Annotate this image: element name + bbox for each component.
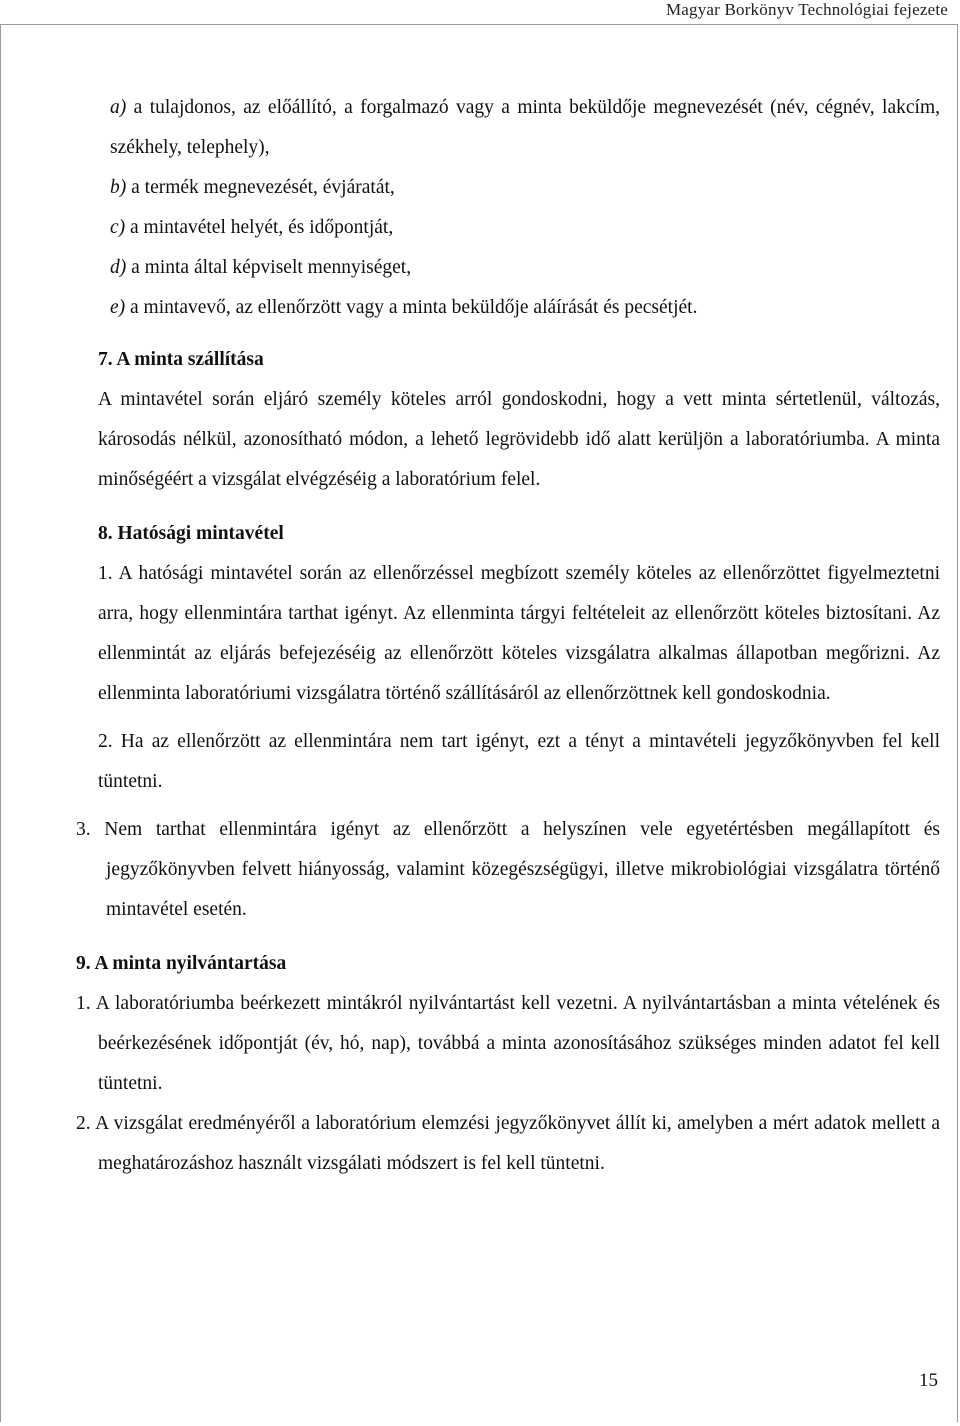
para-text: A hatósági mintavétel során az ellenőrzéssel megbízott személy köteles az ellenőrzöttet figyelmeztetni arra, hogy ellenmintára tarthat igényt. Az ellenminta tárgyi feltételeit az ellenőrzött köteles biztosítani. Az ellenmintát az eljárás befejezéséig az ellenőrzött köteles vizsgálatra alkalmas állapotban megőrizni. Az ellenminta laboratóriumi vizsgálatra történő szállításáról az ellenőrzöttnek kell gondoskodnia. [98, 563, 940, 704]
para-number: 1. [76, 993, 91, 1014]
para-text: A vizsgálat eredményéről a laboratórium elemzési jegyzőkönyvet állít ki, amelyben a mért adatok mellett a meghatározáshoz használt vizsgálati módszert is fel kell tüntetni. [95, 1113, 940, 1174]
section-9-para-1 [76, 984, 940, 1104]
list-text: a termék megnevezését, évjáratát, [131, 177, 395, 198]
para-number: 3. [76, 819, 91, 840]
para-number: 2. [76, 1113, 91, 1134]
section-9-heading: A minta nyilvántartása [94, 953, 287, 974]
list-text: a mintavétel helyét, és időpontját, [130, 217, 394, 238]
list-item [110, 248, 940, 288]
list-marker: b) [110, 177, 127, 198]
section-9-number: 9. [76, 953, 91, 974]
list-item [110, 88, 940, 168]
list-text: a mintavevő, az ellenőrzött vagy a minta beküldője aláírását és pecsétjét. [130, 297, 698, 318]
section-8-para-2 [98, 722, 940, 802]
para-number: 1. [98, 563, 113, 584]
list-marker: a) [110, 97, 127, 118]
list-text: a tulajdonos, az előállító, a forgalmazó vagy a minta beküldője megnevezését (név, cégnév, lakcím, székhely, telephely), [110, 97, 940, 158]
para-text: Nem tarthat ellenmintára igényt az ellenőrzött a helyszínen vele egyetértésben megállapított és jegyzőkönyvben felvett hiányosság, valamint közegészségügyi, illetve mikrobiológiai vizsgálatra történő mintavétel esetén. [104, 819, 941, 920]
section-8-para-1 [98, 554, 940, 714]
para-number: 2. [98, 731, 113, 752]
list-item [110, 208, 940, 248]
page-number: 15 [919, 1370, 938, 1391]
page-header: Magyar Borkönyv Technológiai fejezete [665, 0, 948, 19]
list-marker: c) [110, 217, 126, 238]
section-8-title: 8. Hatósági mintavétel [98, 523, 284, 544]
para-text: Ha az ellenőrzött az ellenmintára nem tart igényt, ezt a tényt a mintavételi jegyzőkönyvben fel kell tüntetni. [98, 731, 941, 792]
list-marker: d) [110, 257, 127, 278]
list-marker: e) [110, 297, 126, 318]
para-text: A laboratóriumba beérkezett mintákról nyilvántartást kell vezetni. A nyilvántartásban a minta vételének és beérkezésének időpontját (év, hó, nap), továbbá a minta azonosításához szükséges minden adatot fel kell tüntetni. [95, 993, 940, 1094]
list-item [110, 288, 940, 328]
section-9-title [76, 944, 940, 984]
list-text: a minta által képviselt mennyiséget, [131, 257, 412, 278]
list-item [110, 168, 940, 208]
section-7-title: 7. A minta szállítása [98, 349, 264, 370]
section-7-body: A mintavétel során eljáró személy köteles arról gondoskodni, hogy a vett minta sértetlenül, változás, károsodás nélkül, azonosítható módon, a lehető legrövidebb idő alatt kerüljön a laboratóriumba. A minta minőségéért a vizsgálat elvégzéséig a laboratórium felel. [98, 389, 940, 490]
section-8-para-3 [76, 810, 940, 930]
section-9-para-2 [76, 1104, 940, 1184]
document-body [76, 88, 941, 1184]
